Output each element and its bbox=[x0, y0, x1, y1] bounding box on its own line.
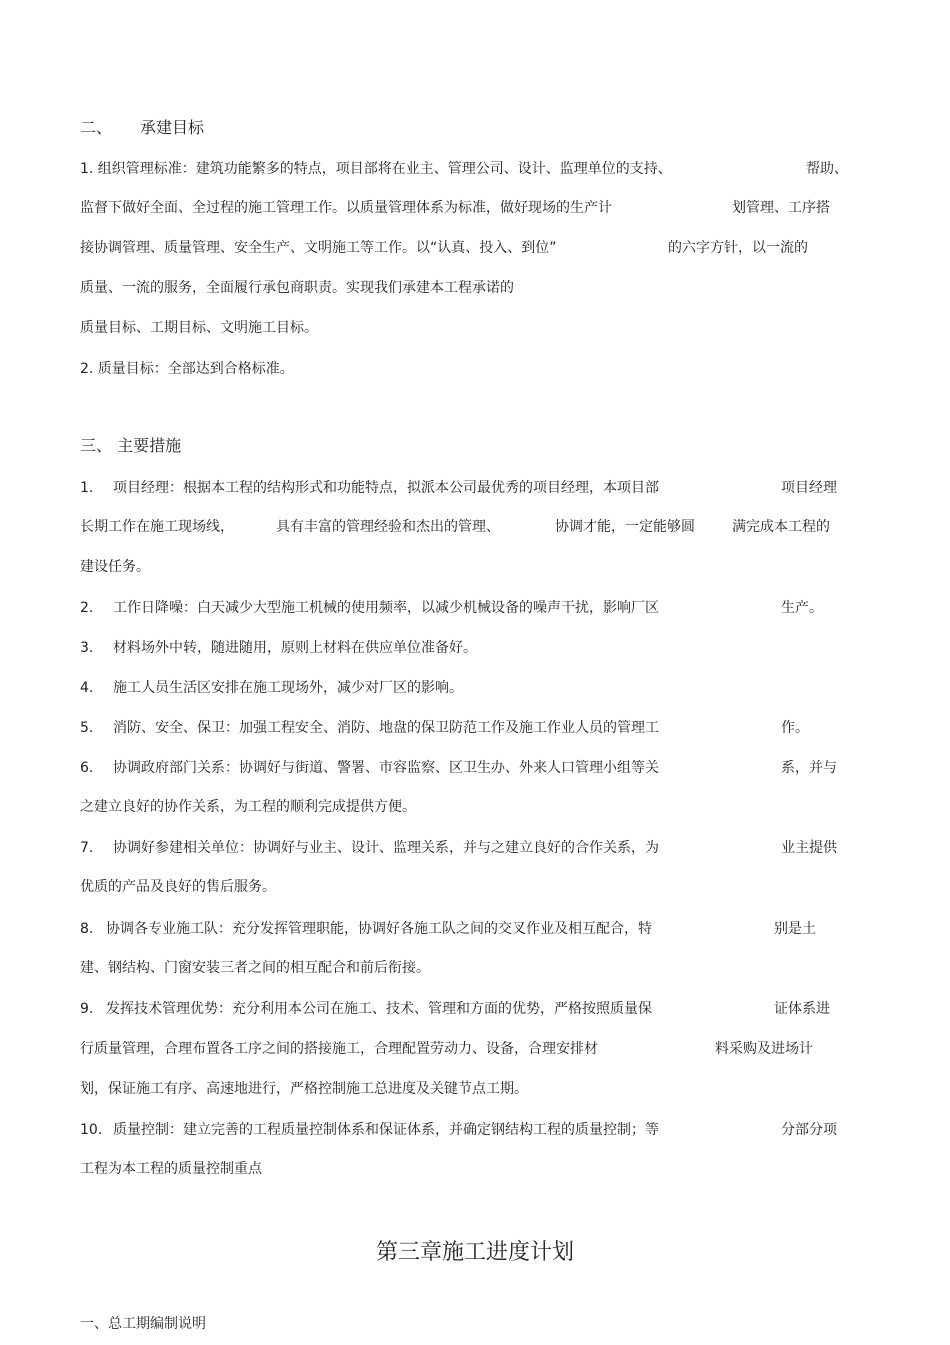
list-item-text: 施工人员生活区安排在施工现场外，减少对厂区的影响。 bbox=[113, 680, 463, 696]
list-item-tail: 别是土 bbox=[774, 921, 816, 937]
list-item-text: 行质量管理，合理布置各工序之间的搭接施工，合理配置劳动力、设备，合理安排材 bbox=[80, 1041, 598, 1057]
list-item-text: 协调好参建相关单位：协调好与业主、设计、监理关系，并与之建立良好的合作关系，为 bbox=[113, 840, 659, 856]
list-item-text: 长期工作在施工现场线， bbox=[80, 519, 234, 535]
list-item-text: 消防、安全、保卫：加强工程安全、消防、地盘的保卫防范工作及施工作业人员的管理工 bbox=[113, 720, 659, 736]
list-item-text: 之建立良好的协作关系，为工程的顺利完成提供方便。 bbox=[80, 799, 416, 815]
list-item-text: 建、钢结构、门窗安装三者之间的相互配合和前后衔接。 bbox=[80, 960, 430, 976]
list-item-tail: 系，并与 bbox=[781, 760, 837, 776]
list-item-text: 建设任务。 bbox=[80, 559, 150, 575]
list-item-number: 7. bbox=[80, 840, 94, 856]
list-item-number: 1. bbox=[80, 480, 94, 496]
paragraph-line-tail: 划管理、工序搭 bbox=[732, 200, 830, 216]
list-item-number: 4. bbox=[80, 680, 94, 696]
list-item-number: 9. bbox=[80, 1001, 94, 1017]
paragraph-line: 监督下做好全面、全过程的施工管理工作。以质量管理体系为标准，做好现场的生产计 bbox=[80, 200, 612, 216]
paragraph-line: 2. 质量目标：全部达到合格标准。 bbox=[80, 361, 294, 377]
list-item-text: 工作日降噪：白天减少大型施工机械的使用频率，以减少机械设备的噪声干扰，影响厂区 bbox=[113, 600, 659, 616]
chapter-title: 第三章施工进度计划 bbox=[375, 1240, 574, 1265]
list-item-text: 项目经理：根据本工程的结构形式和功能特点，拟派本公司最优秀的项目经理，本项目部 bbox=[113, 480, 659, 496]
list-item-number: 8. bbox=[80, 921, 94, 937]
list-item-text: 具有丰富的管理经验和杰出的管理、 bbox=[276, 519, 500, 535]
list-item-tail: 证体系进 bbox=[774, 1001, 830, 1017]
list-item-text: 工程为本工程的质量控制重点 bbox=[80, 1161, 262, 1177]
chapter-subheading: 一、总工期编制说明 bbox=[80, 1316, 206, 1332]
paragraph-line: 质量、一流的服务，全面履行承包商职责。实现我们承建本工程承诺的 bbox=[80, 280, 514, 296]
paragraph-line-tail: 帮助、 bbox=[806, 161, 848, 177]
paragraph-line: 1. 组织管理标准：建筑功能繁多的特点，项目部将在业主、管理公司、设计、监理单位的支持、 bbox=[80, 161, 672, 177]
list-item-text: 满完成本工程的 bbox=[732, 519, 830, 535]
list-item-text: 协调各专业施工队：充分发挥管理职能，协调好各施工队之间的交叉作业及相互配合，特 bbox=[106, 921, 652, 937]
list-item-tail: 项目经理 bbox=[781, 480, 837, 496]
list-item-tail: 作。 bbox=[781, 720, 809, 736]
paragraph-line: 质量目标、工期目标、文明施工目标。 bbox=[80, 320, 318, 336]
paragraph-line-tail: 的六字方针，以一流的 bbox=[668, 240, 808, 256]
list-item-number: 3. bbox=[80, 640, 94, 656]
section-title: 承建目标 bbox=[140, 118, 205, 137]
list-item-text: 质量控制：建立完善的工程质量控制体系和保证体系，并确定钢结构工程的质量控制；等 bbox=[113, 1122, 659, 1138]
list-item-number: 5. bbox=[80, 720, 94, 736]
list-item-tail: 分部分项 bbox=[781, 1122, 837, 1138]
list-item-tail: 料采购及进场计 bbox=[715, 1041, 813, 1057]
list-item-text: 发挥技术管理优势：充分利用本公司在施工、技术、管理和方面的优势，严格按照质量保 bbox=[106, 1001, 652, 1017]
list-item-text: 划，保证施工有序、高速地进行，严格控制施工总进度及关键节点工期。 bbox=[80, 1081, 528, 1097]
list-item-number: 10. bbox=[80, 1122, 103, 1138]
list-item-number: 6. bbox=[80, 760, 94, 776]
paragraph-line: 接协调管理、质量管理、安全生产、文明施工等工作。以“认真、投入、到位” bbox=[80, 240, 557, 256]
list-item-text: 材料场外中转，随进随用，原则上材料在供应单位准备好。 bbox=[113, 640, 477, 656]
list-item-text: 优质的产品及良好的售后服务。 bbox=[80, 879, 276, 895]
list-item-number: 2. bbox=[80, 600, 94, 616]
list-item-text: 协调才能，一定能够圆 bbox=[555, 519, 695, 535]
section-number: 二、 bbox=[80, 118, 113, 137]
list-item-tail: 业主提供 bbox=[781, 840, 837, 856]
section-heading-3: 三、 主要措施 bbox=[80, 436, 182, 455]
list-item-tail: 生产。 bbox=[781, 600, 823, 616]
list-item-text: 协调政府部门关系：协调好与街道、警署、市容监察、区卫生办、外来人口管理小组等关 bbox=[113, 760, 659, 776]
